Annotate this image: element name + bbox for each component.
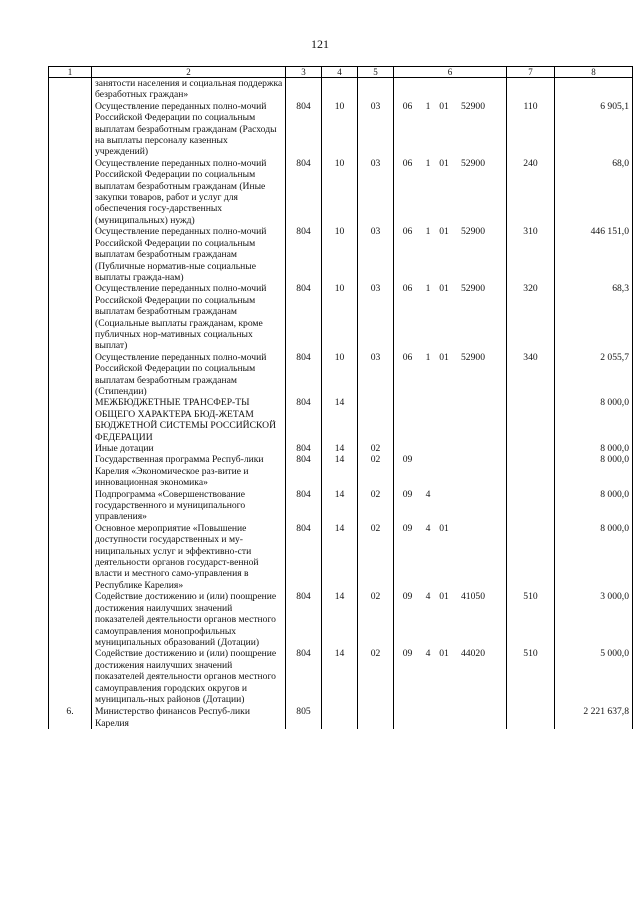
subsection-code: 02 xyxy=(358,591,394,648)
ministry-code: 804 xyxy=(286,101,322,158)
header-col-4: 4 xyxy=(322,67,358,78)
target-article-code xyxy=(394,397,507,443)
subprogram-code: 4 xyxy=(425,522,431,534)
header-col-7: 7 xyxy=(507,67,555,78)
row-name: Министерство финансов Респуб-лики Карелия xyxy=(92,705,286,729)
direction-code: 52900 xyxy=(461,100,485,112)
program-code: 09 xyxy=(402,454,413,466)
row-name: Содействие достижению и (или) поощрение достижения наилучших значений показателей деятельности органов местного самоуправления монопрофильных муниципальных образований (Дотации) xyxy=(92,591,286,648)
program-code: 09 xyxy=(402,591,413,603)
row-name: МЕЖБЮДЖЕТНЫЕ ТРАНСФЕР-ТЫ ОБЩЕГО ХАРАКТЕРА БЮД-ЖЕТАМ БЮДЖЕТНОЙ СИСТЕМЫ РОССИЙСКОЙ ФЕДЕРАЦИИ xyxy=(92,397,286,443)
table-row xyxy=(49,454,633,488)
table-row xyxy=(49,352,633,398)
section-code: 14 xyxy=(322,523,358,591)
direction-code xyxy=(453,523,496,534)
expense-type-code: 510 xyxy=(507,648,555,705)
activity-code: 01 xyxy=(439,100,449,112)
amount: 68,3 xyxy=(555,283,633,351)
row-number xyxy=(49,523,92,591)
section-code: 14 xyxy=(322,454,358,488)
section-code: 10 xyxy=(322,283,358,351)
section-code: 10 xyxy=(322,101,358,158)
target-article-code xyxy=(394,705,507,729)
table-row xyxy=(49,523,633,591)
section-code: 14 xyxy=(322,489,358,523)
section-code: 14 xyxy=(322,443,358,454)
activity-code: 01 xyxy=(439,157,449,169)
row-name: Иные дотации xyxy=(92,443,286,454)
row-name: Содействие достижению и (или) поощрение достижения наилучших значений показателей деятельности органов местного самоуправления городских округов и муниципаль-ных районов (Дотации) xyxy=(92,648,286,705)
target-article-code xyxy=(394,489,507,523)
table-row xyxy=(49,648,633,705)
target-article-code xyxy=(394,101,507,158)
program-code: 06 xyxy=(402,283,413,295)
header-col-8: 8 xyxy=(555,67,633,78)
target-article-code xyxy=(394,443,507,454)
activity-code: 01 xyxy=(439,591,449,603)
amount: 8 000,0 xyxy=(555,443,633,454)
table-row xyxy=(49,489,633,523)
expense-type-code: 110 xyxy=(507,101,555,158)
subprogram-code: 4 xyxy=(425,648,431,660)
expense-type-code xyxy=(507,489,555,523)
program-code: 06 xyxy=(402,351,413,363)
activity-code: 01 xyxy=(439,226,449,238)
subsection-code: 02 xyxy=(358,443,394,454)
subsection-code: 03 xyxy=(358,352,394,398)
row-number: 6. xyxy=(49,705,92,729)
subprogram-code: 1 xyxy=(425,283,431,295)
row-number xyxy=(49,443,92,454)
amount: 2 055,7 xyxy=(555,352,633,398)
subsection-code: 03 xyxy=(358,226,394,283)
header-col-6: 6 xyxy=(394,67,507,78)
row-number xyxy=(49,226,92,283)
ministry-code: 804 xyxy=(286,352,322,398)
target-article-code xyxy=(394,158,507,226)
ministry-code: 804 xyxy=(286,591,322,648)
header-col-5: 5 xyxy=(358,67,394,78)
expense-type-code xyxy=(507,523,555,591)
ministry-code: 805 xyxy=(286,705,322,729)
subprogram-code: 4 xyxy=(425,488,431,500)
subsection-code: 03 xyxy=(358,158,394,226)
header-col-3: 3 xyxy=(286,67,322,78)
activity-code: 01 xyxy=(439,351,449,363)
target-article-code xyxy=(394,283,507,351)
subprogram-code: 1 xyxy=(425,157,431,169)
target-article-code xyxy=(394,454,507,488)
amount: 8 000,0 xyxy=(555,454,633,488)
expense-type-code: 340 xyxy=(507,352,555,398)
target-article-code xyxy=(394,523,507,591)
subsection-code xyxy=(358,78,394,101)
program-code: 09 xyxy=(402,488,413,500)
row-name: Осуществление переданных полно-мочий Российской Федерации по социальным выплатам безработным гражданам (Иные закупки товаров, работ и услуг для обеспечения госу-дарственных (муниципальных) нужд) xyxy=(92,158,286,226)
activity-code: 01 xyxy=(439,648,449,660)
amount: 8 000,0 xyxy=(555,489,633,523)
row-number xyxy=(49,283,92,351)
row-number xyxy=(49,158,92,226)
table-header-row xyxy=(49,67,633,78)
subsection-code xyxy=(358,397,394,443)
activity-code xyxy=(435,489,453,500)
expense-type-code: 310 xyxy=(507,226,555,283)
subsection-code: 02 xyxy=(358,454,394,488)
target-article-code xyxy=(394,78,507,101)
activity-code: 01 xyxy=(439,283,449,295)
expense-type-code: 240 xyxy=(507,158,555,226)
direction-code: 41050 xyxy=(461,591,485,603)
ministry-code: 804 xyxy=(286,443,322,454)
program-code: 09 xyxy=(402,522,413,534)
direction-code: 52900 xyxy=(461,157,485,169)
row-name: Осуществление переданных полно-мочий Российской Федерации по социальным выплатам безработным гражданам (Расходы на выплаты персоналу казенных учреждений) xyxy=(92,101,286,158)
row-name: Осуществление переданных полно-мочий Российской Федерации по социальным выплатам безработным гражданам (Публичные норматив-ные социальные выплаты гражда-нам) xyxy=(92,226,286,283)
expense-type-code xyxy=(507,454,555,488)
subprogram-code: 1 xyxy=(425,100,431,112)
target-article-code xyxy=(394,648,507,705)
program-code: 06 xyxy=(402,157,413,169)
row-number xyxy=(49,397,92,443)
row-name: Осуществление переданных полно-мочий Российской Федерации по социальным выплатам безработным гражданам (Социальные выплаты гражданам, кроме публичных нор-мативных социальных выплат) xyxy=(92,283,286,351)
ministry-code: 804 xyxy=(286,283,322,351)
target-article-code xyxy=(394,352,507,398)
subprogram-code: 1 xyxy=(425,226,431,238)
direction-code: 44020 xyxy=(461,648,485,660)
program-code: 09 xyxy=(402,648,413,660)
ministry-code: 804 xyxy=(286,397,322,443)
section-code: 10 xyxy=(322,226,358,283)
subsection-code: 02 xyxy=(358,523,394,591)
subprogram-code: 4 xyxy=(425,591,431,603)
row-number xyxy=(49,454,92,488)
row-number xyxy=(49,489,92,523)
ministry-code xyxy=(286,78,322,101)
row-name: Государственная программа Респуб-лики Карелия «Экономическое раз-витие и инновационная экономика» xyxy=(92,454,286,488)
row-number xyxy=(49,648,92,705)
expense-type-code xyxy=(507,443,555,454)
amount: 68,0 xyxy=(555,158,633,226)
ministry-code: 804 xyxy=(286,648,322,705)
subprogram-code: 1 xyxy=(425,351,431,363)
ministry-code: 804 xyxy=(286,489,322,523)
section-code: 14 xyxy=(322,648,358,705)
row-name: Осуществление переданных полно-мочий Российской Федерации по социальным выплатам безработным гражданам (Стипендии) xyxy=(92,352,286,398)
direction-code: 52900 xyxy=(461,351,485,363)
subsection-code: 03 xyxy=(358,101,394,158)
ministry-code: 804 xyxy=(286,158,322,226)
amount: 2 221 637,8 xyxy=(555,705,633,729)
header-col-2: 2 xyxy=(92,67,286,78)
subsection-code: 02 xyxy=(358,648,394,705)
table-row xyxy=(49,283,633,351)
amount: 3 000,0 xyxy=(555,591,633,648)
section-code xyxy=(322,705,358,729)
amount: 5 000,0 xyxy=(555,648,633,705)
row-name: Подпрограмма «Совершенствование государственного и муниципального управления» xyxy=(92,489,286,523)
subprogram-code xyxy=(421,454,435,465)
program-code: 06 xyxy=(402,100,413,112)
row-number xyxy=(49,78,92,101)
expense-type-code: 510 xyxy=(507,591,555,648)
budget-table xyxy=(48,66,633,729)
subsection-code xyxy=(358,705,394,729)
page-number: 121 xyxy=(311,37,329,51)
expense-type-code xyxy=(507,397,555,443)
direction-code: 52900 xyxy=(461,226,485,238)
section-code xyxy=(322,78,358,101)
table-row xyxy=(49,591,633,648)
table-row xyxy=(49,158,633,226)
header-col-1: 1 xyxy=(49,67,92,78)
direction-code: 52900 xyxy=(461,283,485,295)
amount: 6 905,1 xyxy=(555,101,633,158)
section-code: 10 xyxy=(322,352,358,398)
target-article-code xyxy=(394,226,507,283)
amount: 8 000,0 xyxy=(555,523,633,591)
expense-type-code xyxy=(507,705,555,729)
activity-code: 01 xyxy=(439,522,449,534)
row-name: занятости населения и социальная поддержка безработных граждан» xyxy=(92,78,286,101)
activity-code xyxy=(435,454,453,465)
table-row xyxy=(49,443,633,454)
program-code: 06 xyxy=(402,226,413,238)
ministry-code: 804 xyxy=(286,226,322,283)
section-code: 10 xyxy=(322,158,358,226)
expense-type-code: 320 xyxy=(507,283,555,351)
ministry-code: 804 xyxy=(286,523,322,591)
subsection-code: 02 xyxy=(358,489,394,523)
table-row xyxy=(49,78,633,101)
section-code: 14 xyxy=(322,397,358,443)
table-body xyxy=(49,78,633,730)
amount xyxy=(555,78,633,101)
table-row xyxy=(49,397,633,443)
amount: 446 151,0 xyxy=(555,226,633,283)
direction-code xyxy=(453,489,496,500)
row-number xyxy=(49,591,92,648)
ministry-code: 804 xyxy=(286,454,322,488)
row-number xyxy=(49,101,92,158)
direction-code xyxy=(453,454,496,465)
section-code: 14 xyxy=(322,591,358,648)
row-name: Основное мероприятие «Повышение доступности государственных и му-ниципальных услуг и эффективно-сти деятельности органов государст-венной власти и местного само-управления в Республике Карелия» xyxy=(92,523,286,591)
target-article-code xyxy=(394,591,507,648)
table-row xyxy=(49,226,633,283)
table-row xyxy=(49,705,633,729)
table-row xyxy=(49,101,633,158)
expense-type-code xyxy=(507,78,555,101)
subsection-code: 03 xyxy=(358,283,394,351)
row-number xyxy=(49,352,92,398)
amount: 8 000,0 xyxy=(555,397,633,443)
